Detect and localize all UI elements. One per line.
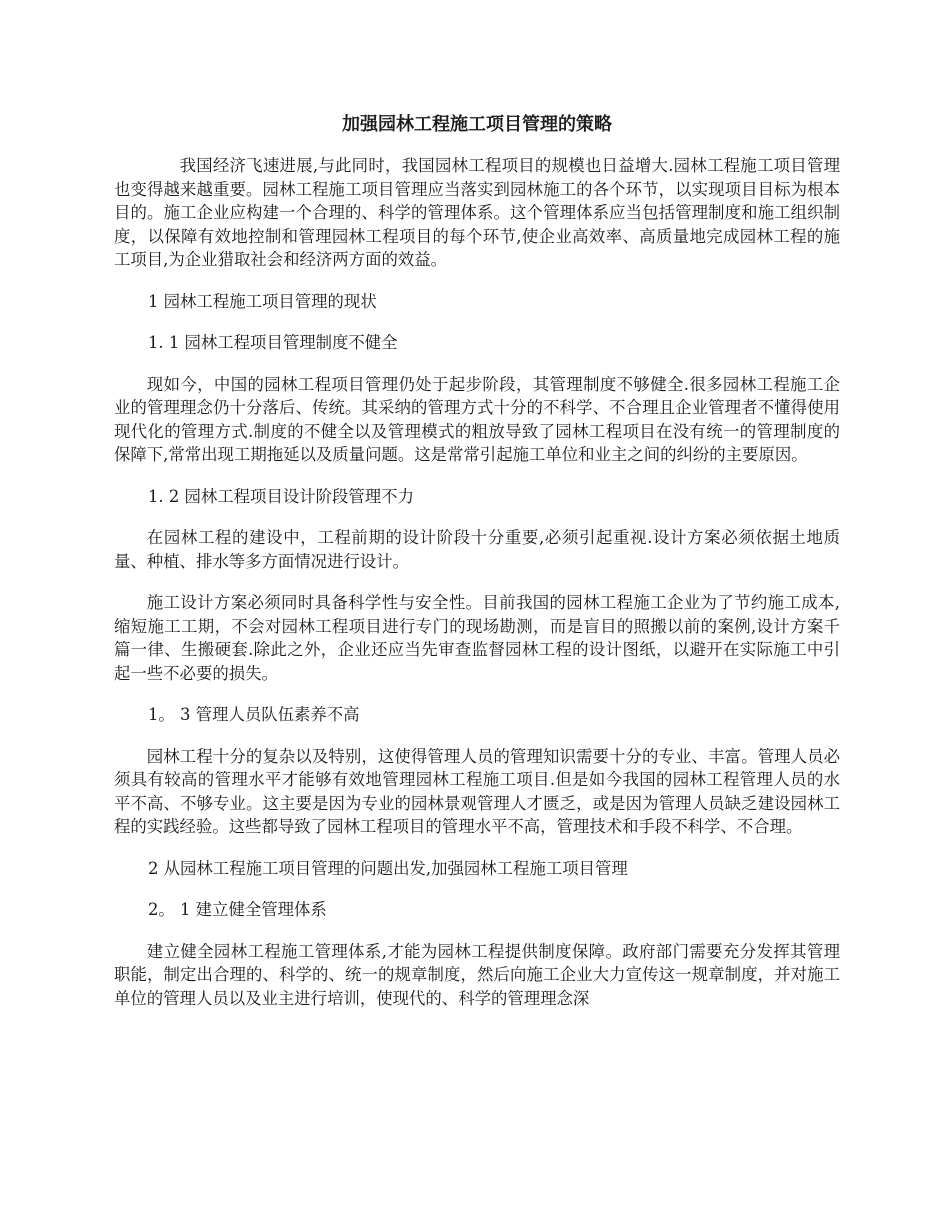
body-paragraph: 现如今，中国的园林工程项目管理仍处于起步阶段，其管理制度不够健全.很多园林工程施工企业的管理理念仍十分落后、传统。其采纳的管理方式十分的不科学、不合理且企业管理者不懂得使用现代化的管理方式.制度的不健全以及管理模式的粗放导致了园林工程项目在没有统一的管理制度的保障下,常常出现工期拖延以及质量问题。这是常常引起施工单位和业主之间的纠纷的主要原因。 xyxy=(114,374,840,464)
intro-paragraph: 我国经济飞速进展,与此同时，我国园林工程项目的规模也日益增大.园林工程施工项目管理也变得越来越重要。园林工程施工项目管理应当落实到园林施工的各个环节，以实现项目目标为根本目的。施工企业应构建一个合理的、科学的管理体系。这个管理体系应当包括管理制度和施工组织制度，以保障有效地控制和管理园林工程项目的每个环节,使企业高效率、高质量地完成园林工程的施工项目,为企业猎取社会和经济两方面的效益。 xyxy=(114,156,840,269)
body-paragraph: 建立健全园林工程施工管理体系,才能为园林工程提供制度保障。政府部门需要充分发挥其管理职能，制定出合理的、科学的、统一的规章制度，然后向施工企业大力宣传这一规章制度，并对施工单位的管理人员以及业主进行培训，使现代的、科学的管理理念深 xyxy=(114,941,840,1008)
document-page xyxy=(114,112,840,1028)
body-paragraph: 在园林工程的建设中，工程前期的设计阶段十分重要,必须引起重视.设计方案必须依据土地质量、种植、排水等多方面情况进行设计。 xyxy=(114,528,840,571)
subsection-heading-1-1: 1. 1 园林工程项目管理制度不健全 xyxy=(148,333,398,352)
subsection-heading-1-3: 1。 3 管理人员队伍素养不高 xyxy=(148,705,360,724)
body-paragraph: 园林工程十分的复杂以及特别，这使得管理人员的管理知识需要十分的专业、丰富。管理人员必须具有较高的管理水平才能够有效地管理园林工程施工项目.但是如今我国的园林工程管理人员的水平不高、不够专业。这主要是因为专业的园林景观管理人才匮乏，或是因为管理人员缺乏建设园林工程的实践经验。这些都导致了园林工程项目的管理水平不高，管理技术和手段不科学、不合理。 xyxy=(114,746,840,836)
section-heading-2: 2 从园林工程施工项目管理的问题出发,加强园林工程施工项目管理 xyxy=(148,858,628,878)
body-paragraph: 施工设计方案必须同时具备科学性与安全性。目前我国的园林工程施工企业为了节约施工成本,缩短施工工期，不会对园林工程项目进行专门的现场勘测，而是盲目的照搬以前的案例,设计方案千篇一律、生搬硬套.除此之外，企业还应当先审查监督园林工程的设计图纸，以避开在实际施工中引起一些不必要的损失。 xyxy=(114,593,840,683)
section-heading-1: 1 园林工程施工项目管理的现状 xyxy=(148,291,377,311)
document-title: 加强园林工程施工项目管理的策略 xyxy=(342,114,612,135)
subsection-heading-2-1: 2。 1 建立健全管理体系 xyxy=(148,900,327,919)
subsection-heading-1-2: 1. 2 园林工程项目设计阶段管理不力 xyxy=(148,486,414,506)
